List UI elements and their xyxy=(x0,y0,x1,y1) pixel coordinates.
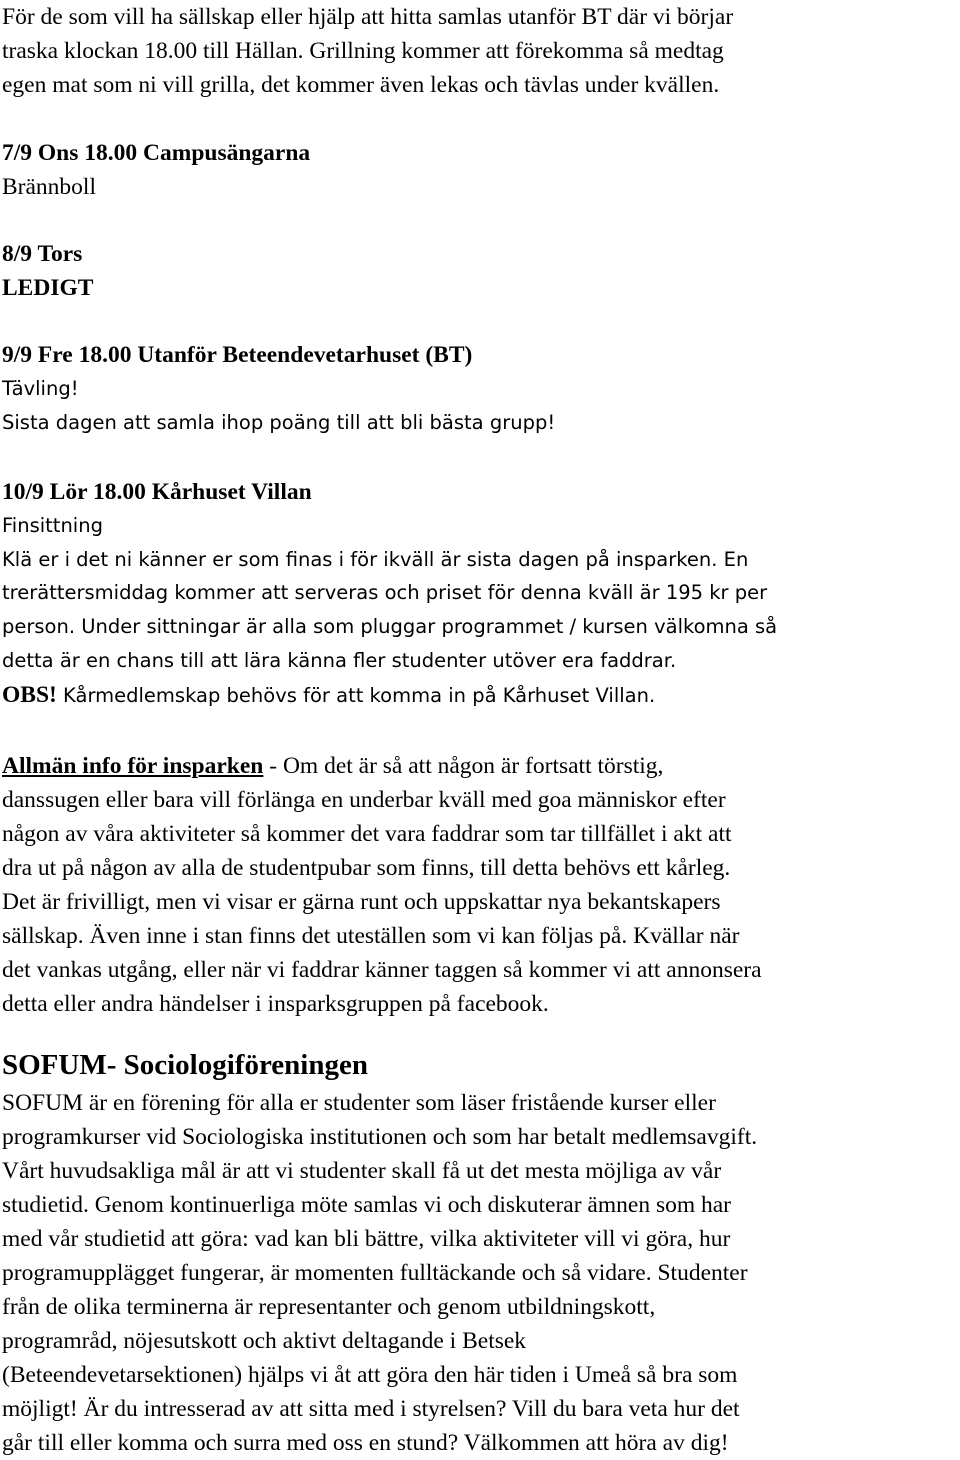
obs-note xyxy=(2,678,960,713)
sofum-line: SOFUM är en förening för alla er studenter som läser fristående kurser eller xyxy=(2,1090,716,1116)
intro-line: För de som vill ha sällskap eller hjälp att hitta samlas utanför BT där vi börjar xyxy=(2,4,734,30)
event-heading: 9/9 Fre 18.00 Utanför Beteendevetarhuset (BT) xyxy=(2,342,473,368)
obs-text: Kårmedlemskap behövs för att komma in på Kårhuset Villan. xyxy=(56,683,656,707)
sofum-line: från de olika terminerna är representanter och genom utbildningskott, xyxy=(2,1294,656,1320)
general-info-paragraph xyxy=(2,749,960,1021)
sofum-title: SOFUM- Sociologiföreningen xyxy=(2,1049,368,1081)
general-info-line: detta eller andra händelser i insparksgruppen på facebook. xyxy=(2,991,549,1017)
general-info-line: någon av våra aktiviteter så kommer det vara faddrar som tar tillfället i akt att xyxy=(2,821,732,847)
event-line: trerättersmiddag kommer att serveras och priset för denna kväll är 195 kr per xyxy=(2,581,768,605)
general-info-first-line xyxy=(2,749,960,783)
event-title: Finsittning xyxy=(2,514,103,537)
general-info-label: Allmän info för insparken xyxy=(2,753,264,779)
event-heading: 10/9 Lör 18.00 Kårhuset Villan xyxy=(2,479,312,505)
event-title: LEDIGT xyxy=(2,275,94,301)
sofum-line: programråd, nöjesutskott och aktivt deltagande i Betsek xyxy=(2,1328,527,1354)
event-line: Sista dagen att samla ihop poäng till att bli bästa grupp! xyxy=(2,410,556,434)
sofum-line: med vår studietid att göra: vad kan bli bättre, vilka aktiviteter vill vi göra, hur xyxy=(2,1226,731,1252)
general-info-line: Det är frivilligt, men vi visar er gärna runt och uppskattar nya bekantskapers xyxy=(2,889,721,915)
sofum-line: (Beteendevetarsektionen) hjälps vi åt att göra den här tiden i Umeå så bra som xyxy=(2,1362,738,1388)
general-info-line: det vankas utgång, eller när vi faddrar känner taggen så kommer vi att annonsera xyxy=(2,957,762,983)
sofum-line: studietid. Genom kontinuerliga möte samlas vi och diskuterar ämnen som har xyxy=(2,1192,731,1218)
sofum-line: Vårt huvudsakliga mål är att vi studenter skall få ut det mesta möjliga av vår xyxy=(2,1158,722,1184)
general-info-line: danssugen eller bara vill förlänga en underbar kväll med goa människor efter xyxy=(2,787,726,813)
general-info-line: dra ut på någon av alla de studentpubar som finns, till detta behövs ett kårleg. xyxy=(2,855,731,881)
event-line: Klä er i det ni känner er som finas i för ikväll är sista dagen på insparken. En xyxy=(2,547,749,571)
event-campusangarna xyxy=(2,136,960,204)
event-line: person. Under sittningar är alla som pluggar programmet / kursen välkomna så xyxy=(2,615,778,639)
sofum-line: programupplägget fungerar, är momenten fulltäckande och så vidare. Studenter xyxy=(2,1260,748,1286)
event-title: Brännboll xyxy=(2,174,96,200)
event-heading: 7/9 Ons 18.00 Campusängarna xyxy=(2,140,311,166)
event-villan xyxy=(2,475,960,712)
general-info-text: - Om det är så att någon är fortsatt törstig, xyxy=(263,753,664,779)
event-title: Tävling! xyxy=(2,377,79,400)
event-tors xyxy=(2,237,960,305)
intro-line: egen mat som ni vill grilla, det kommer även lekas och tävlas under kvällen. xyxy=(2,72,720,98)
obs-label: OBS! xyxy=(2,681,57,708)
intro-line: traska klockan 18.00 till Hällan. Grillning kommer att förekomma så medtag xyxy=(2,38,724,64)
event-heading: 8/9 Tors xyxy=(2,241,83,267)
general-info-line: sällskap. Även inne i stan finns det uteställen som vi kan följas på. Kvällar när xyxy=(2,923,740,949)
event-line: detta är en chans till att lära känna fler studenter utöver era faddrar. xyxy=(2,648,677,672)
sofum-line: möjligt! Är du intresserad av att sitta med i styrelsen? Vill du bara veta hur det xyxy=(2,1396,740,1422)
sofum-line: programkurser vid Sociologiska institutionen och som har betalt medlemsavgift. xyxy=(2,1124,758,1150)
sofum-line: går till eller komma och surra med oss en stund? Välkommen att höra av dig! xyxy=(2,1430,729,1456)
sofum-paragraph xyxy=(2,1086,960,1460)
event-bt xyxy=(2,338,960,439)
intro-paragraph xyxy=(2,0,960,102)
